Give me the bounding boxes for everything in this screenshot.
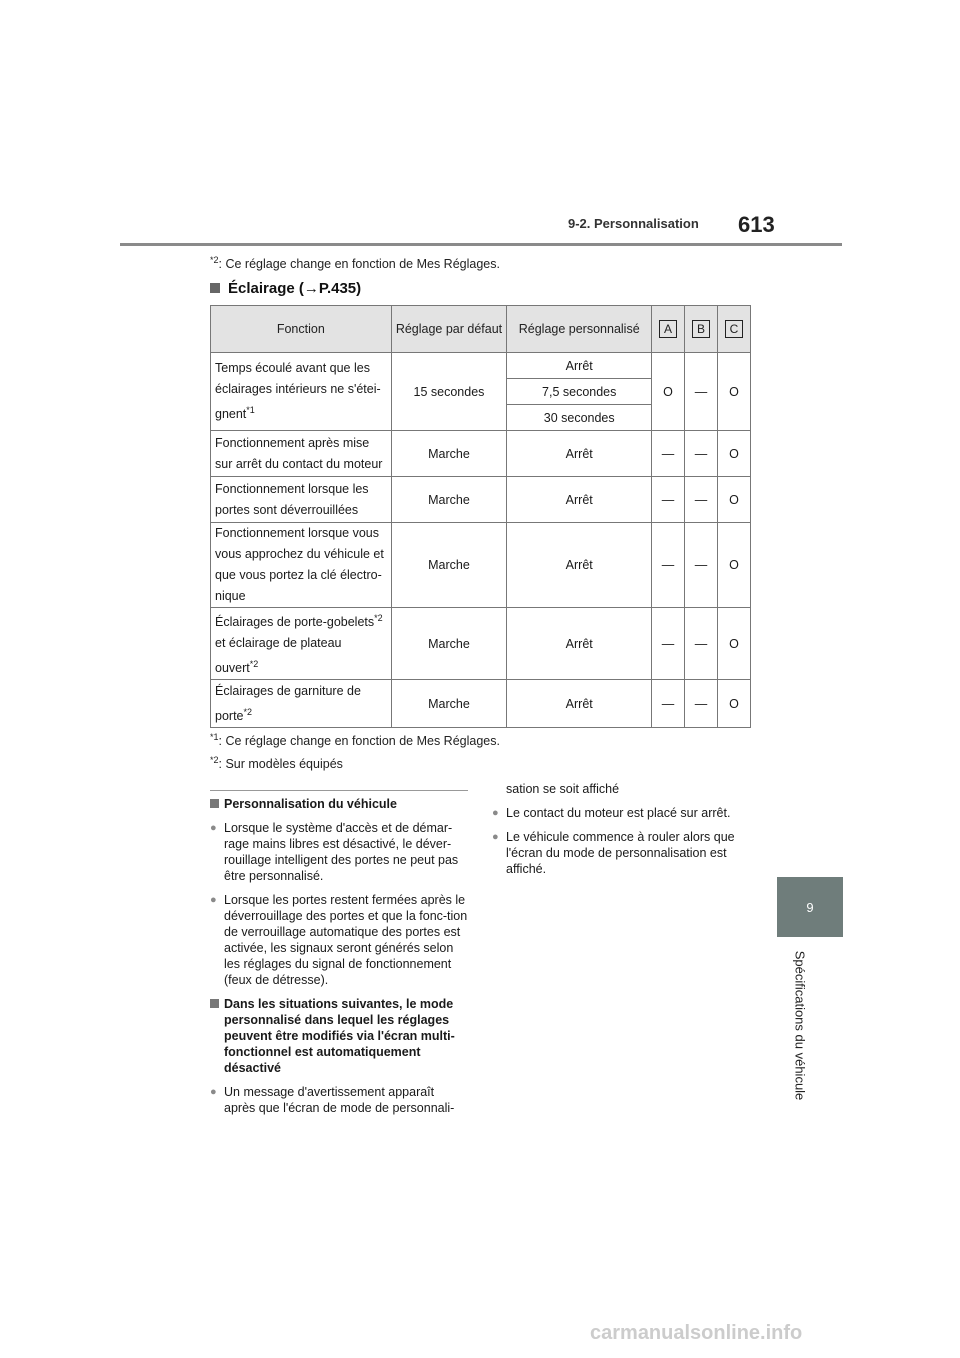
header-section-title: 9-2. Personnalisation — [568, 216, 699, 231]
list-item: ● Un message d'avertissement apparaît après que l'écran de mode de personnali- — [210, 1084, 468, 1116]
row6-a: — — [652, 680, 685, 728]
table-row — [211, 680, 751, 728]
row4-perso: Arrêt — [507, 523, 652, 608]
row4-c: O — [717, 523, 750, 608]
row5-perso: Arrêt — [507, 608, 652, 680]
row5-b: — — [685, 608, 718, 680]
list-item: ● Lorsque le système d'accès et de démar-rage mains libres est désactivé, le déver-rouillage intelligent des portes ne peut pas être personnalisé. — [210, 820, 468, 884]
chapter-tab — [777, 877, 843, 937]
row3-defaut: Marche — [391, 477, 507, 523]
right-column — [492, 781, 750, 885]
table-row — [211, 523, 751, 608]
footnote-1: $^{*1}$: Ce réglage change en fonction de Mes Réglages. — [210, 732, 500, 749]
row1-c: O — [717, 353, 750, 431]
chapter-side-label — [788, 948, 808, 1108]
list-item: ● Lorsque les portes restent fermées après le déverrouillage des portes et que la fonc-tion de verrouillage automatique des portes est activée, les signaux seront générés selon les réglages du signal de fonctionnement (feux de détresse). — [210, 892, 468, 988]
row4-fonction: Fonctionnement lorsque vous vous approchez du véhicule et que vous portez la clé électro-nique — [211, 523, 392, 608]
row1-option2: 7,5 secondes — [507, 379, 652, 405]
column-divider — [210, 790, 468, 791]
row2-c: O — [717, 431, 750, 477]
row6-c: O — [717, 680, 750, 728]
header-a: A — [659, 320, 677, 338]
row1-option1: Arrêt — [507, 353, 652, 379]
header-b: B — [692, 320, 710, 338]
row2-a: — — [652, 431, 685, 477]
list-item: ● Le contact du moteur est placé sur arrêt. — [492, 805, 750, 821]
chapter-title: Spécifications du véhicule — [792, 950, 808, 1101]
row2-defaut: Marche — [391, 431, 507, 477]
row5-c: O — [717, 608, 750, 680]
row4-defaut: Marche — [391, 523, 507, 608]
row2-b: — — [685, 431, 718, 477]
header-perso: Réglage personnalisé — [507, 306, 652, 353]
footnote-2: $^{*2}$: Sur modèles équipés — [210, 755, 343, 772]
footnote-mark: *2 — [210, 255, 219, 265]
section-heading-text: Éclairage (→P.435) — [228, 280, 362, 297]
header-c: C — [725, 320, 743, 338]
row4-a: — — [652, 523, 685, 608]
row2-fonction: Fonctionnement après mise sur arrêt du contact du moteur — [211, 431, 392, 477]
row1-fonction: Temps écoulé avant que les éclairages intérieurs ne s'étei-gnent$^{*1}$ — [211, 353, 392, 431]
table-header-row — [211, 306, 751, 353]
list-item: ● Le véhicule commence à rouler alors que l'écran du mode de personnalisation est affiché. — [492, 829, 750, 877]
table-row — [211, 431, 751, 477]
left-column — [210, 796, 468, 1124]
row6-defaut: Marche — [391, 680, 507, 728]
header-divider — [120, 243, 842, 246]
chapter-number: 9 — [806, 899, 814, 915]
heading-personnalisation: Personnalisation du véhicule — [210, 796, 468, 812]
section-heading — [210, 280, 361, 297]
row4-b: — — [685, 523, 718, 608]
top-footnote — [210, 255, 500, 271]
header-fonction: Fonction — [211, 306, 392, 353]
row3-c: O — [717, 477, 750, 523]
row5-fonction: Éclairages de porte-gobelets$^{*2}$ et éclairage de plateau ouvert$^{*2}$ — [211, 608, 392, 680]
page-number: 613 — [738, 212, 775, 237]
row5-a: — — [652, 608, 685, 680]
heading-situations: Dans les situations suivantes, le mode personnalisé dans lequel les réglages peuvent être modifiés via l'écran multi-fonctionnel est automatiquement désactivé — [210, 996, 468, 1076]
continuation-text: sation se soit affiché — [506, 782, 620, 796]
row1-b: — — [685, 353, 718, 431]
row1-option3: 30 secondes — [507, 405, 652, 431]
row1-defaut: 15 secondes — [391, 353, 507, 431]
watermark: carmanualsonline.info — [590, 1322, 803, 1344]
table-row — [211, 477, 751, 523]
row3-a: — — [652, 477, 685, 523]
table-row — [211, 353, 751, 379]
header-defaut: Réglage par défaut — [391, 306, 507, 353]
row1-a: O — [652, 353, 685, 431]
row3-fonction: Fonctionnement lorsque les portes sont déverrouillées — [211, 477, 392, 523]
row2-perso: Arrêt — [507, 431, 652, 477]
footnote-text: : Ce réglage change en fonction de Mes Réglages. — [218, 257, 500, 272]
table-row — [211, 608, 751, 680]
row5-defaut: Marche — [391, 608, 507, 680]
row3-perso: Arrêt — [507, 477, 652, 523]
row6-fonction: Éclairages de garniture de porte$^{*2}$ — [211, 680, 392, 728]
row6-b: — — [685, 680, 718, 728]
settings-table — [210, 305, 751, 728]
row6-perso: Arrêt — [507, 680, 652, 728]
row3-b: — — [685, 477, 718, 523]
